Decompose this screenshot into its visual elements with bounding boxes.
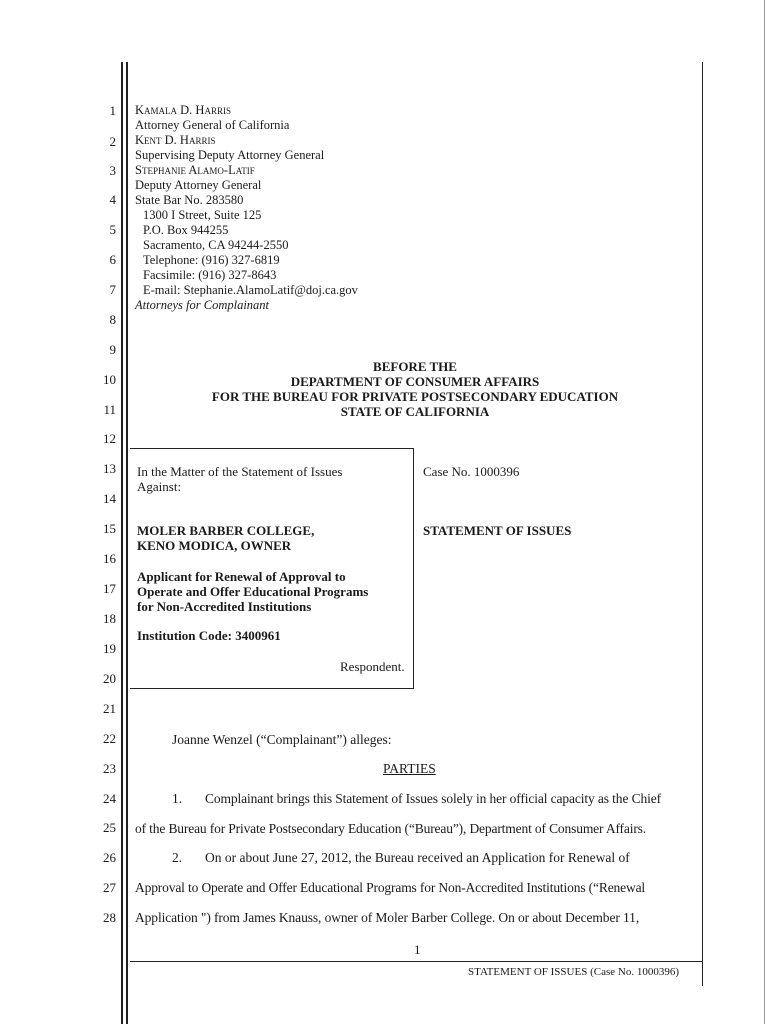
footer-rule [130, 961, 703, 962]
paragraph-text: of the Bureau for Private Postsecondary Education (“Bureau”), Department of Consumer Affairs. [135, 821, 647, 836]
line-number: 9 [109, 342, 116, 357]
attorney-title: Supervising Deputy Attorney General [135, 148, 325, 162]
email: E-mail: Stephanie.AlamoLatif@doj.ca.gov [143, 283, 358, 297]
line-number: 18 [103, 611, 116, 626]
line-number: 5 [109, 222, 116, 237]
running-title: STATEMENT OF ISSUES (Case No. 1000396) [468, 966, 679, 978]
line-number: 22 [103, 731, 116, 746]
paragraph-number: 1. [172, 791, 183, 806]
respondent-owner: KENO MODICA, OWNER [137, 538, 292, 553]
parties-heading: PARTIES [383, 761, 436, 776]
line-number: 10 [103, 372, 116, 387]
paragraph-text: Approval to Operate and Offer Educational Programs for Non-Accredited Institutions (“Renewal [135, 880, 646, 895]
document-title: STATEMENT OF ISSUES [423, 523, 572, 538]
line-number: 17 [103, 581, 116, 596]
respondent-name: MOLER BARBER COLLEGE, [137, 523, 315, 538]
heading-line: STATE OF CALIFORNIA [340, 404, 490, 419]
line-number: 26 [103, 850, 116, 865]
paragraph-text: Complainant brings this Statement of Issues solely in her official capacity as the Chief [205, 791, 661, 806]
line-number: 21 [103, 701, 116, 716]
line-number: 25 [103, 820, 116, 835]
line-number: 11 [103, 402, 116, 417]
attorneys-for: Attorneys for Complainant [135, 298, 270, 312]
line-number: 3 [109, 163, 116, 178]
attorney-name: Kamala D. Harris [135, 103, 231, 117]
line-number: 19 [103, 641, 116, 656]
respondent-label: Respondent. [340, 659, 405, 674]
line-number: 7 [109, 282, 116, 297]
applicant-line: for Non-Accredited Institutions [137, 599, 312, 614]
facsimile: Facsimile: (916) 327-8643 [143, 268, 277, 282]
heading-line: DEPARTMENT OF CONSUMER AFFAIRS [290, 374, 540, 389]
attorney-title: Attorney General of California [135, 118, 290, 132]
left-margin-rule-outer [121, 62, 123, 1024]
city-state-zip: Sacramento, CA 94244-2550 [143, 238, 289, 252]
line-number: 27 [103, 880, 116, 895]
line-number: 2 [109, 134, 116, 149]
line-number: 15 [103, 521, 116, 536]
left-margin-rule-inner [126, 62, 128, 1024]
attorney-name: Stephanie Alamo-Latif [135, 163, 255, 177]
line-number: 28 [103, 910, 116, 925]
attorney-title: Deputy Attorney General [135, 178, 262, 192]
street-address: 1300 I Street, Suite 125 [143, 208, 262, 222]
state-bar-number: State Bar No. 283580 [135, 193, 244, 207]
case-number: Case No. 1000396 [423, 464, 520, 479]
right-margin-rule [702, 62, 703, 986]
line-number: 8 [109, 312, 116, 327]
line-number: 14 [103, 491, 116, 506]
line-number: 20 [103, 671, 116, 686]
line-number: 23 [103, 761, 116, 776]
telephone: Telephone: (916) 327-6819 [143, 253, 280, 267]
line-number: 12 [103, 431, 116, 446]
page-edge [764, 0, 765, 1024]
line-number: 16 [103, 551, 116, 566]
heading-line: FOR THE BUREAU FOR PRIVATE POSTSECONDARY EDUCATION [211, 389, 619, 404]
line-number: 1 [109, 103, 116, 118]
page-number: 1 [414, 942, 421, 957]
paragraph-text: Application ") from James Knauss, owner of Moler Barber College. On or about December 11, [135, 910, 640, 925]
po-box: P.O. Box 944255 [143, 223, 229, 237]
applicant-line: Operate and Offer Educational Programs [137, 584, 369, 599]
applicant-line: Applicant for Renewal of Approval to [137, 569, 346, 584]
paragraph-text: On or about June 27, 2012, the Bureau received an Application for Renewal of [205, 850, 630, 865]
line-number: 24 [103, 791, 116, 806]
attorney-name: Kent D. Harris [135, 133, 216, 147]
line-number: 13 [103, 461, 116, 476]
matter-line: Against: [137, 479, 182, 494]
matter-line: In the Matter of the Statement of Issues [137, 464, 343, 479]
heading-line: BEFORE THE [373, 359, 457, 374]
line-number: 6 [109, 252, 116, 267]
line-number: 4 [109, 192, 116, 207]
paragraph-number: 2. [172, 850, 183, 865]
alleges-line: Joanne Wenzel (“Complainant”) alleges: [172, 732, 392, 747]
institution-code: Institution Code: 3400961 [137, 628, 281, 643]
